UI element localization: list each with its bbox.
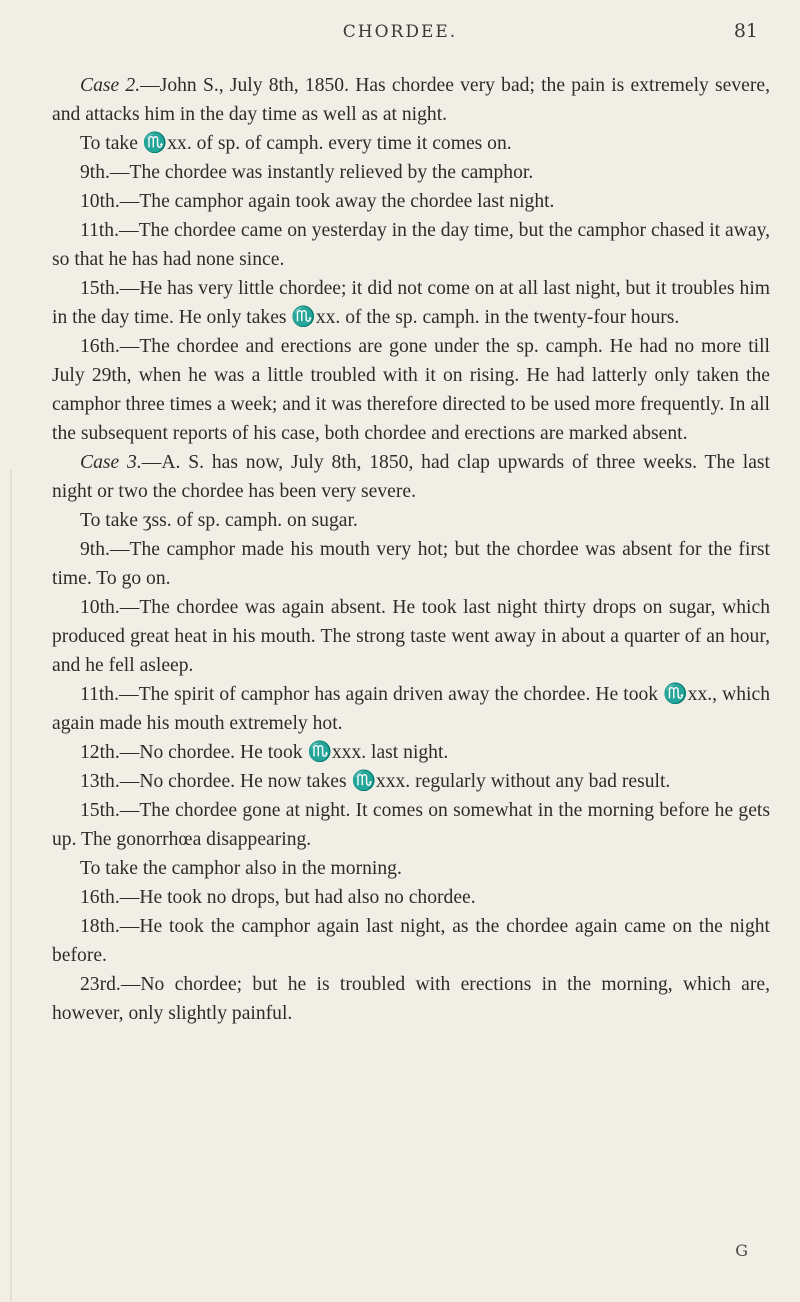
paragraph-text: 9th.—The camphor made his mouth very hot; but the chordee was absent for the first time. To go on.: [52, 539, 770, 589]
case-heading: Case 3.: [80, 452, 142, 473]
paragraph: [52, 593, 770, 680]
paragraph: [52, 796, 770, 854]
paragraph-text: 23rd.—No chordee; but he is troubled with erections in the morning, which are, however, only slightly painful.: [52, 974, 770, 1024]
paragraph-text: 10th.—The camphor again took away the chordee last night.: [80, 191, 555, 212]
paragraph-text: 18th.—He took the camphor again last night, as the chordee again came on the night before.: [52, 916, 770, 966]
paragraph-text: 11th.—The spirit of camphor has again driven away the chordee. He took ♏xx., which again made his mouth extremely hot.: [52, 684, 770, 734]
running-head: CHORDEE.: [342, 22, 458, 42]
paragraph-text: 13th.—No chordee. He now takes ♏xxx. regularly without any bad result.: [80, 771, 671, 792]
paragraph-text: —A. S. has now, July 8th, 1850, had clap upwards of three weeks. The last night or two the chordee has been very severe.: [52, 452, 770, 502]
paragraph: [52, 71, 770, 129]
paragraph: [52, 680, 770, 738]
paragraph: [52, 274, 770, 332]
paragraph-text: To take the camphor also in the morning.: [80, 858, 402, 879]
paragraph-text: To take ♏xx. of sp. of camph. every time it comes on.: [80, 133, 512, 154]
paragraph: [52, 187, 770, 216]
paragraph: [52, 129, 770, 158]
paragraph: [52, 448, 770, 506]
paragraph-text: 11th.—The chordee came on yesterday in the day time, but the camphor chased it away, so that he has had none since.: [52, 220, 770, 270]
paragraph-text: 16th.—The chordee and erections are gone under the sp. camph. He had no more till July 29th, when he was a little troubled with it on rising. He had latterly only taken the camphor three times a week; and it was therefore directed to be used more frequently. In all the subsequent reports of his case, both chordee and erections are marked absent.: [52, 336, 770, 444]
paragraph-text: —John S., July 8th, 1850. Has chordee very bad; the pain is extremely severe, and attacks him in the day time as well as at night.: [52, 75, 770, 125]
paragraph: [52, 912, 770, 970]
paragraph-text: 9th.—The chordee was instantly relieved by the camphor.: [80, 162, 534, 183]
signature-mark: G: [735, 1241, 748, 1260]
paragraph: [52, 767, 770, 796]
case-heading: Case 2.: [80, 75, 141, 96]
paragraph-text: 12th.—No chordee. He took ♏xxx. last night.: [80, 742, 449, 763]
paragraph-text: 15th.—He has very little chordee; it did not come on at all last night, but it troubles him in the day time. He only takes ♏xx. of the sp. camph. in the twenty-four hours.: [52, 278, 770, 328]
paragraph: [52, 158, 770, 187]
paragraph: [52, 883, 770, 912]
paragraph: [52, 970, 770, 1028]
paragraph-text: 16th.—He took no drops, but had also no chordee.: [80, 887, 476, 908]
paragraph: [52, 216, 770, 274]
paragraph: [52, 535, 770, 593]
page-number: 81: [733, 20, 758, 42]
paragraph: [52, 854, 770, 883]
paragraph: [52, 332, 770, 448]
paragraph-text: 15th.—The chordee gone at night. It comes on somewhat in the morning before he gets up. The gonorrhœa disappearing.: [52, 800, 770, 850]
paragraph-text: To take ʒss. of sp. camph. on sugar.: [80, 510, 358, 531]
body-text: [52, 71, 770, 1028]
page-edge-shadow: [10, 470, 12, 1302]
paragraph: [52, 506, 770, 535]
paragraph: [52, 738, 770, 767]
paragraph-text: 10th.—The chordee was again absent. He took last night thirty drops on sugar, which produced great heat in his mouth. The strong taste went away in about a quarter of an hour, and he fell asleep.: [52, 597, 770, 676]
